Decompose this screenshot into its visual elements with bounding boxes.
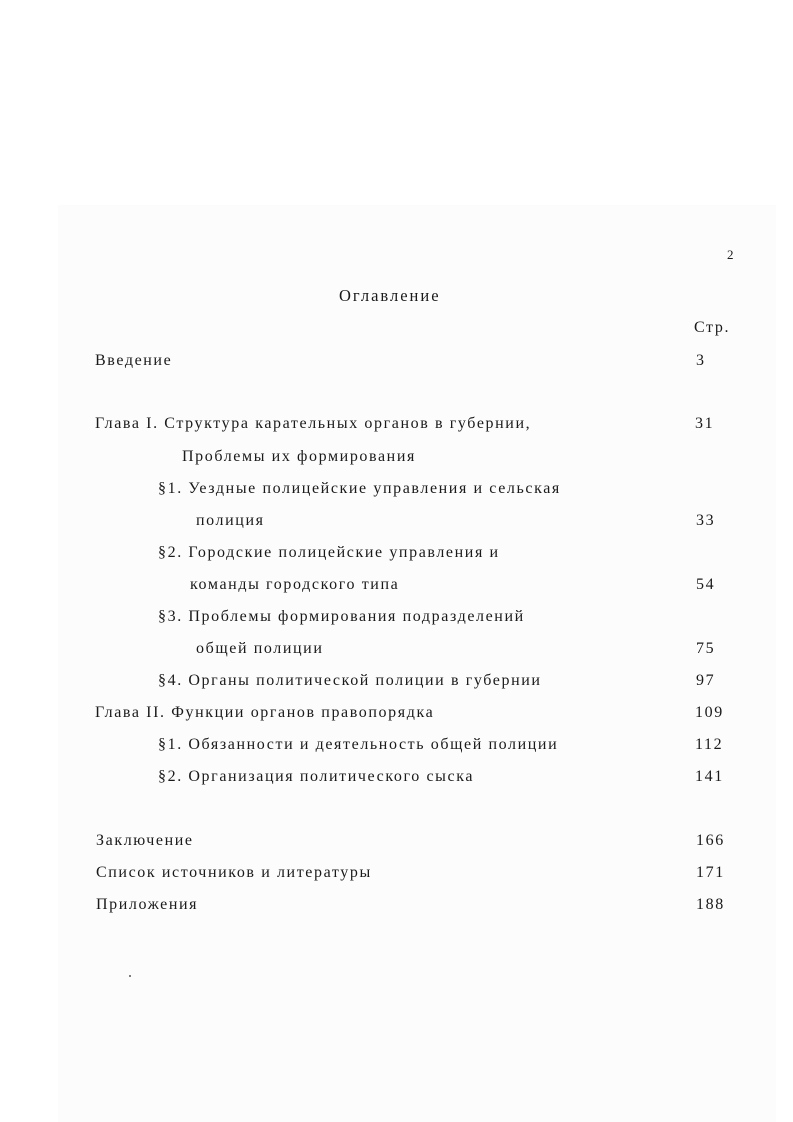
toc-page-conclusion: 166 bbox=[696, 832, 725, 849]
toc-page-ch1-sec4: 97 bbox=[696, 672, 716, 689]
scan-speck bbox=[129, 975, 131, 977]
toc-page-chapter-1: 31 bbox=[695, 415, 715, 432]
page-title: Оглавление bbox=[339, 286, 441, 305]
page-number: 2 bbox=[727, 247, 734, 262]
toc-entry-introduction: Введение bbox=[95, 352, 173, 369]
toc-entry-chapter-2: Глава II. Функции органов правопорядка bbox=[95, 704, 435, 721]
toc-page-appendices: 188 bbox=[696, 896, 725, 913]
toc-page-bibliography: 171 bbox=[696, 864, 725, 881]
toc-page-ch1-sec2: 54 bbox=[696, 576, 716, 593]
toc-entry-ch1-sec1-cont: полиция bbox=[196, 512, 265, 529]
toc-entry-chapter-1-cont: Проблемы их формирования bbox=[182, 448, 416, 465]
toc-page-ch1-sec1: 33 bbox=[696, 512, 716, 529]
toc-entry-ch2-sec1: §1. Обязанности и деятельность общей полиции bbox=[158, 736, 559, 753]
toc-entry-chapter-1: Глава I. Структура карательных органов в губернии, bbox=[95, 415, 532, 432]
toc-entry-ch1-sec3: §3. Проблемы формирования подразделений bbox=[158, 608, 525, 625]
toc-entry-ch1-sec4: §4. Органы политической полиции в губернии bbox=[158, 672, 542, 689]
toc-page-introduction: 3 bbox=[696, 352, 706, 369]
scanned-sheet bbox=[58, 205, 776, 1122]
page-column-header: Стр. bbox=[694, 319, 731, 336]
toc-page-ch2-sec1: 112 bbox=[695, 736, 724, 753]
toc-entry-ch1-sec3-cont: общей полиции bbox=[196, 640, 324, 657]
toc-entry-ch2-sec2: §2. Организация политического сыска bbox=[158, 768, 475, 785]
toc-entry-ch1-sec1: §1. Уездные полицейские управления и сельская bbox=[158, 480, 561, 497]
toc-entry-appendices: Приложения bbox=[96, 896, 199, 913]
toc-page-ch1-sec3: 75 bbox=[696, 640, 716, 657]
toc-page-chapter-2: 109 bbox=[695, 704, 724, 721]
toc-entry-ch1-sec2: §2. Городские полицейские управления и bbox=[158, 544, 500, 561]
toc-entry-bibliography: Список источников и литературы bbox=[96, 864, 372, 881]
toc-entry-conclusion: Заключение bbox=[96, 832, 194, 849]
toc-page-ch2-sec2: 141 bbox=[695, 768, 724, 785]
toc-entry-ch1-sec2-cont: команды городского типа bbox=[190, 576, 400, 593]
